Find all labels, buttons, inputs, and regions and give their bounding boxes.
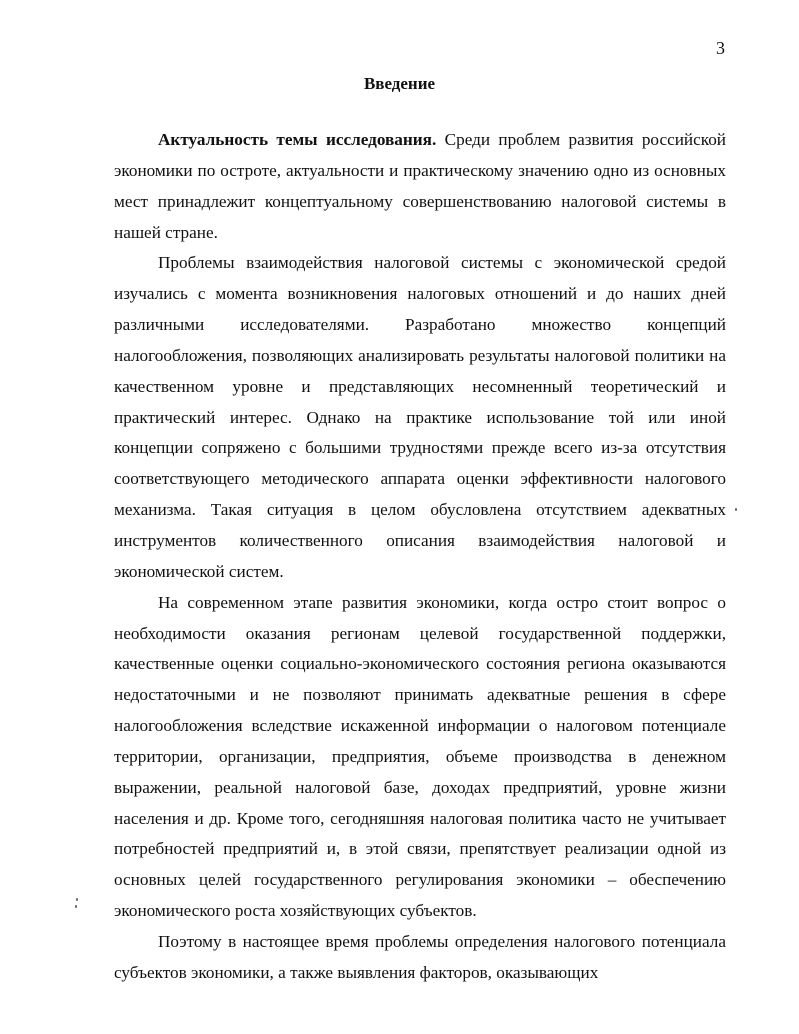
page-title: Введение [363,74,436,93]
paragraph-therefore: Поэтому в настоящее время проблемы определения налогового потенциала субъектов экономики, а также выявления факторов, оказывающих [114,931,726,982]
paragraph-interaction-problems: Проблемы взаимодействия налоговой системы с экономической средой изучались с момента возникновения налоговых отношений и до наших дней различными исследователями. Разработано множество концепций налогообложения, позволяющих анализировать результаты налоговой политики на качественном уровне и представляющих несомненный теоретический и практический интерес. Однако на практике использование той или иной концепции сопряжено с большими трудностями прежде всего из-за отсутствия соответствующего методического аппарата оценки эффективности налогового механизма. Такая ситуация в целом обусловлена отсутствием адекватных инструментов количественного описания взаимодействия налоговой и экономической систем. [114,253,726,581]
scan-speck [75,905,77,908]
paragraph-relevance [114,125,726,248]
scan-speck [76,898,78,901]
paragraph-lead: Актуальность темы исследования. [158,130,437,149]
page-number: 3 [716,38,725,58]
scan-speck [735,508,737,511]
body-text [114,125,726,989]
paragraph-text: Среди проблем развития российской экономики по остроте, актуальности и практическому значению одно из основных мест принадлежит концептуальному совершенствованию налоговой системы в нашей стране. [114,130,726,242]
paragraph-current-stage: На современном этапе развития экономики, когда остро стоит вопрос о необходимости оказания регионам целевой государственной поддержки, качественные оценки социально-экономического состояния региона оказываются недостаточными и не позволяют принимать адекватные решения в сфере налогообложения вследствие искаженной информации о налоговом потенциале территории, организации, предприятия, объеме производства в денежном выражении, реальной налоговой базе, доходах предприятий, уровне жизни населения и др. Кроме того, сегодняшняя налоговая политика часто не учитывает потребностей предприятий и, в этой связи, препятствует реализации одной из основных целей государственного регулирования экономики – обеспечению экономического роста хозяйствующих субъектов. [114,592,726,921]
